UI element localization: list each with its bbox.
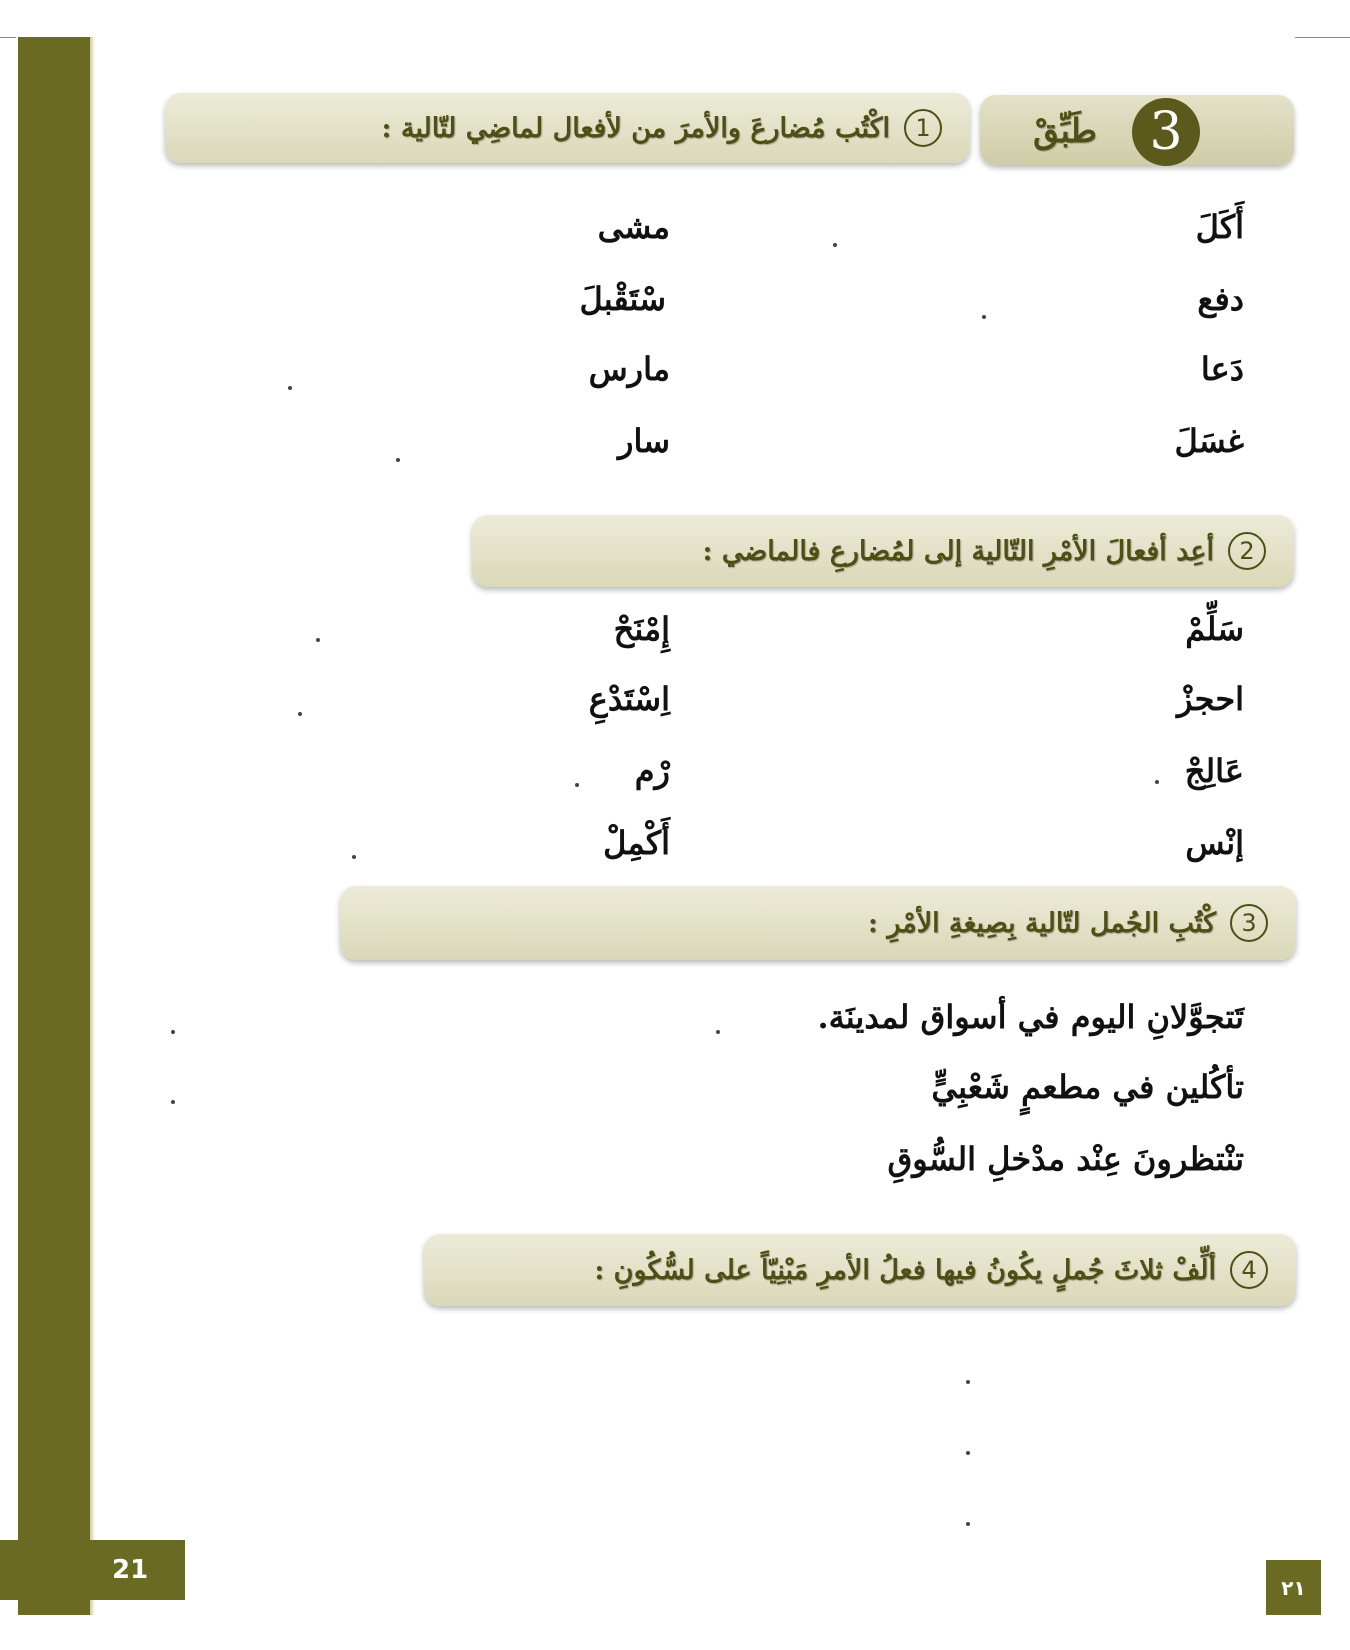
section2-banner [472, 515, 1294, 587]
answer-dot [352, 855, 356, 859]
tatbiq-number-badge: 3 [1132, 98, 1200, 166]
page-number-ar: ٢١ [1266, 1560, 1321, 1615]
answer-dot [396, 458, 400, 462]
section1-instruction-text: اكْتُب مُضارعَ والأمرَ من لأفعال لماضِي لتّالية : [381, 112, 890, 144]
section3-sentence-1: تَتجوَّلانِ اليوم في أسواق لمدينَة. [817, 998, 1244, 1036]
section1-word-left-1: مشى [597, 208, 670, 246]
section2-word-right-1: سَلِّمْ [1185, 610, 1244, 648]
section2-word-right-2: احجزْ [1177, 680, 1244, 718]
answer-dot [833, 243, 837, 247]
section2-instruction [702, 532, 1266, 570]
section4-number-icon: 4 [1230, 1251, 1268, 1289]
section2-word-left-4: أَكْمِلْ [603, 824, 670, 862]
section1-word-right-4: غسَلَ [1174, 422, 1244, 460]
section3-number-icon: 3 [1230, 904, 1268, 942]
section3-instruction-text: كْتُبِ الجُمل لتّالية بِصِيغةِ الأمْرِ : [868, 907, 1216, 939]
answer-dot [171, 1030, 175, 1034]
answer-dot [982, 315, 986, 319]
section3-banner [340, 886, 1296, 960]
answer-dot [575, 783, 579, 787]
section2-word-left-1: إِمْنَحْ [613, 610, 670, 648]
section4-banner [424, 1234, 1296, 1306]
section2-word-right-4: إنْس [1185, 824, 1244, 862]
answer-dot [716, 1030, 720, 1034]
answer-dot [1155, 780, 1159, 784]
section2-word-left-2: اِسْتَدْعِ [588, 680, 670, 718]
crop-mark-right [1295, 37, 1350, 38]
section2-word-left-3: رْم [634, 752, 670, 790]
section3-instruction [868, 904, 1268, 942]
answer-dot [171, 1100, 175, 1104]
answer-dot [966, 1380, 970, 1384]
answer-dot [966, 1522, 970, 1526]
side-bar [18, 37, 90, 1615]
section1-number-icon: 1 [904, 109, 942, 147]
tatbiq-label: طَبِّقْ [1033, 110, 1097, 150]
section4-instruction-text: ألِّفْ ثلاثَ جُملٍ يكُونُ فيها فعلُ الأمرِ مَبْنِيّاً على لسُّكُونِ : [594, 1254, 1216, 1286]
crop-mark-left [0, 37, 16, 38]
section3-sentence-2: تأكُلين في مطعمٍ شَعْبِيٍّ [931, 1068, 1244, 1106]
section3-sentence-3: تنْتظرونَ عِنْد مدْخلِ السُّوقِ [887, 1140, 1244, 1178]
section1-word-left-4: سار [617, 422, 670, 460]
answer-dot [966, 1451, 970, 1455]
section1-word-left-3: مارس [588, 350, 670, 388]
section1-word-right-3: دَعا [1200, 350, 1244, 388]
section2-number-icon: 2 [1228, 532, 1266, 570]
section1-instruction [382, 109, 942, 147]
section2-word-right-3: عَالِجْ [1184, 752, 1244, 790]
section1-banner [165, 93, 970, 163]
section2-instruction-text: أعِد أفعالَ الأمْرِ التّالية إلى لمُضارعِ فالماضي : [702, 535, 1214, 567]
section1-word-right-1: أَكَلَ [1195, 208, 1244, 246]
section1-word-left-2: سْتَقْبلَ [579, 280, 666, 318]
side-bar-edge [90, 37, 95, 1615]
section1-word-right-2: دفع [1197, 280, 1244, 318]
page-number-en: 21 [0, 1540, 185, 1600]
answer-dot [298, 712, 302, 716]
answer-dot [288, 386, 292, 390]
answer-dot [316, 638, 320, 642]
section4-instruction [594, 1251, 1268, 1289]
